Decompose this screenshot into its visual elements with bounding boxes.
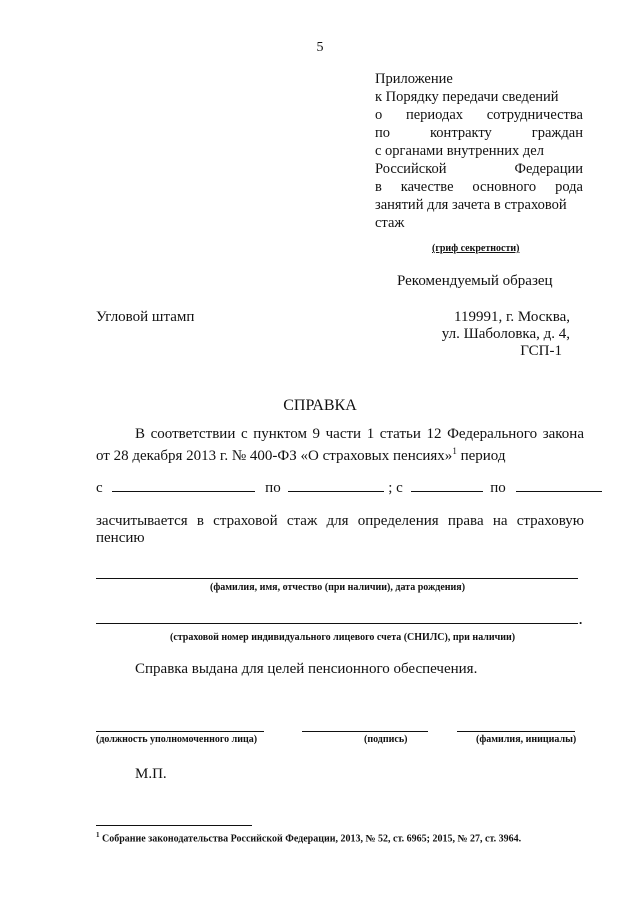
- paragraph-word: пунктом: [253, 426, 307, 442]
- snils-field[interactable]: [96, 623, 578, 624]
- appendix-word: основного: [472, 179, 537, 195]
- corner-stamp-label: Угловой штамп: [96, 309, 195, 325]
- appendix-word: периодах: [405, 107, 464, 123]
- appendix-word: контракту: [430, 125, 492, 141]
- name-initials-caption: (фамилия, инициалы): [476, 734, 577, 745]
- snils-caption: (страховой номер индивидуального лицевого счета (СНИЛС), при наличии): [170, 632, 516, 643]
- signature-field[interactable]: [302, 731, 428, 732]
- period-to-label: по: [265, 480, 281, 496]
- paragraph-word: 9: [312, 426, 321, 442]
- appendix-line-1: Приложение: [375, 71, 453, 87]
- appendix-word: качестве: [400, 179, 454, 195]
- appendix-word: граждан: [531, 125, 583, 141]
- recommended-sample-label: Рекомендуемый образец: [397, 273, 553, 289]
- paragraph-legal-basis: [96, 426, 584, 465]
- secrecy-label: (гриф секретности): [432, 243, 520, 254]
- person-name-caption: (фамилия, имя, отчество (при наличии), дата рождения): [210, 582, 466, 593]
- appendix-word: в: [375, 179, 382, 195]
- appendix-line-6: [375, 160, 583, 178]
- paragraph-credited-line-1: [96, 513, 584, 530]
- appendix-word: сотрудничества: [486, 107, 583, 123]
- appendix-word: Российской: [375, 161, 447, 177]
- address-line-3: ГСП-1: [520, 343, 562, 359]
- appendix-line-2: к Порядку передачи сведений: [375, 89, 559, 105]
- appendix-word: по: [375, 125, 391, 141]
- paragraph-word: на: [492, 513, 508, 529]
- paragraph-word: статьи: [379, 426, 421, 442]
- paragraph-word: закона: [542, 426, 584, 442]
- paragraph-word: 12: [426, 426, 442, 442]
- paragraph-word: стаж: [286, 513, 318, 529]
- signature-caption: (подпись): [364, 734, 408, 745]
- appendix-word: о: [375, 107, 383, 123]
- paragraph-word: страховой: [213, 513, 278, 529]
- page-number: 5: [316, 40, 324, 55]
- paragraph-word: определения: [357, 513, 439, 529]
- paragraph-word: Федерального: [447, 426, 538, 442]
- paragraph-word: для: [326, 513, 349, 529]
- period-separator: ; с: [388, 480, 403, 496]
- period-from-date-field[interactable]: [112, 478, 255, 492]
- period-from-date-field-2[interactable]: [411, 478, 483, 492]
- paragraph-legal-basis-line-2: [96, 443, 584, 465]
- period-word: период: [456, 448, 506, 464]
- appendix-line-9: стаж: [375, 215, 405, 231]
- appendix-line-7: [375, 178, 583, 196]
- appendix-block: [375, 70, 583, 232]
- footnote-separator: [96, 825, 252, 826]
- footnote: [96, 831, 521, 844]
- address-block: [420, 309, 570, 360]
- paragraph-credited-line-2: пенсию: [96, 530, 145, 546]
- paragraph-word: 1: [366, 426, 375, 442]
- appendix-line-3: [375, 106, 583, 124]
- address-line-2: ул. Шаболовка, д. 4,: [441, 326, 570, 342]
- person-name-field[interactable]: [96, 578, 578, 579]
- period-fields-line: [96, 478, 584, 497]
- paragraph-word: части: [325, 426, 362, 442]
- footnote-reference: 1: [452, 446, 457, 456]
- appendix-line-5: с органами внутренних дел: [375, 143, 544, 159]
- period-to-date-field-2[interactable]: [516, 478, 602, 492]
- document-title: СПРАВКА: [283, 397, 357, 414]
- period-from-label: с: [96, 480, 103, 496]
- position-caption: (должность уполномоченного лица): [96, 734, 258, 745]
- paragraph-word: соответствии: [150, 426, 236, 442]
- law-reference-text: от 28 декабря 2013 г. № 400-ФЗ «О страховых пенсиях»: [96, 448, 453, 464]
- position-field[interactable]: [96, 731, 264, 732]
- address-line-1: 119991, г. Москва,: [454, 309, 570, 325]
- snils-trailing-dot: .: [579, 612, 583, 627]
- name-initials-field[interactable]: [457, 731, 575, 732]
- paragraph-word: засчитывается: [96, 513, 188, 529]
- paragraph-word: в: [196, 513, 204, 529]
- period-to-label-2: по: [490, 480, 506, 496]
- purpose-statement: Справка выдана для целей пенсионного обеспечения.: [135, 661, 478, 677]
- paragraph-word: с: [240, 426, 248, 442]
- paragraph-word: В: [135, 426, 146, 442]
- paragraph-legal-basis-line-1: [96, 426, 584, 443]
- footnote-text: Собрание законодательства Российской Федерации, 2013, № 52, ст. 6965; 2015, № 27, ст. 3964.: [99, 833, 522, 845]
- appendix-line-8: занятий для зачета в страховой: [375, 197, 567, 213]
- appendix-word: Федерации: [514, 161, 583, 177]
- period-to-date-field[interactable]: [288, 478, 384, 492]
- appendix-word: рода: [555, 179, 583, 195]
- paragraph-word: права: [447, 513, 484, 529]
- appendix-line-4: [375, 124, 583, 142]
- paragraph-word: страховую: [516, 513, 584, 529]
- stamp-place-label: М.П.: [135, 766, 167, 782]
- footnote-marker: 1: [96, 831, 100, 839]
- paragraph-credited: [96, 513, 584, 547]
